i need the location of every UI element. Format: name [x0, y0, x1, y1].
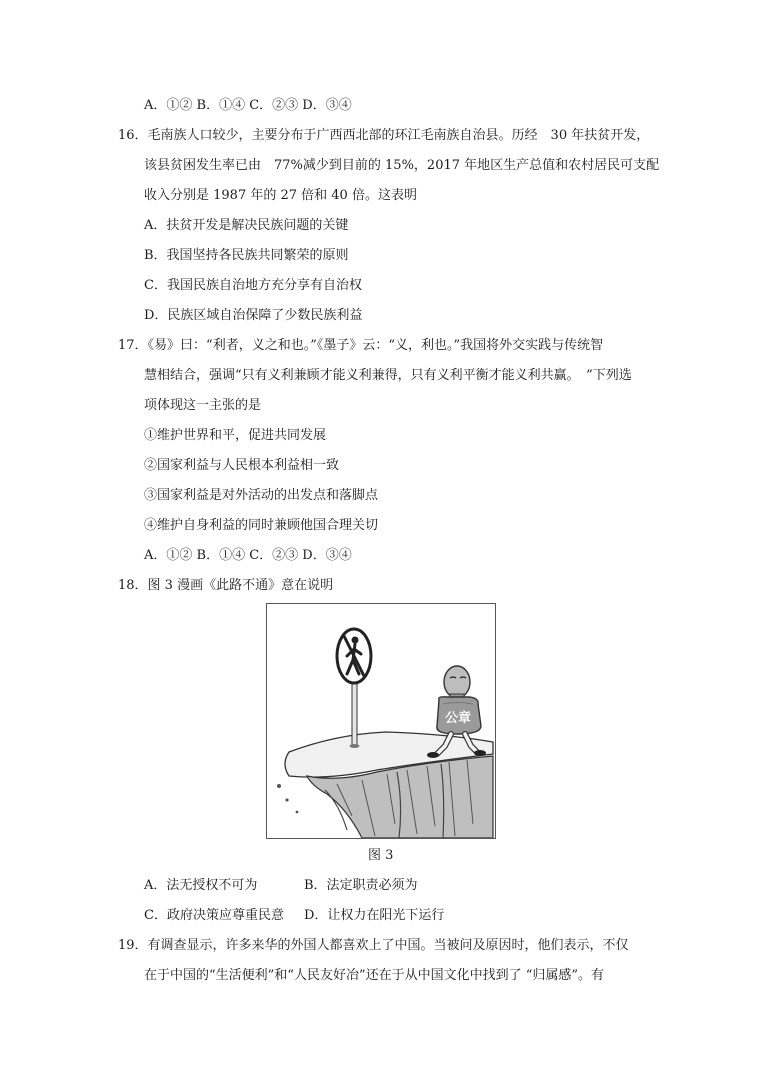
q17-item-4: ④维护自身利益的同时兼顾他国合理关切: [144, 518, 379, 533]
seal-label: 公章: [444, 711, 472, 726]
q18-option-d: D．让权力在阳光下运行: [304, 908, 445, 923]
q18-option-b: B．法定职责必须为: [304, 878, 418, 893]
q16-option-a: A．扶贫开发是解决民族问题的关键: [144, 218, 349, 233]
q17-stem-line-3: 项体现这一主张的是: [144, 398, 262, 413]
q16-stem-line-3: 收入分别是 1987 年的 27 倍和 40 倍。这表明: [144, 188, 417, 203]
q18-stem: 18．图 3 漫画《此路不通》意在说明: [118, 578, 334, 593]
q15-options: A．①② B．①④ C．②③ D．③④: [144, 98, 352, 113]
q17-item-3: ③国家利益是对外活动的出发点和落脚点: [144, 488, 379, 503]
q18-option-a: A．法无授权不可为: [144, 878, 258, 893]
q17-stem-line-1: 17．《易》曰：“利者，义之和也。”《墨子》云：“义，利也。”我国将外交实践与传统智: [118, 338, 604, 353]
q16-option-b: B．我国坚持各民族共同繁荣的原则: [144, 248, 349, 263]
q16-option-d: D．民族区域自治保障了少数民族利益: [144, 308, 363, 323]
q17-stem-line-2: 慧相结合，强调“只有义利兼顾才能义利兼得，只有义利平衡才能义利共赢。 ”下列选: [144, 368, 632, 383]
q17-item-2: ②国家利益与人民根本利益相一致: [144, 458, 340, 473]
cartoon-figure: [266, 603, 496, 839]
q18-option-c: C．政府决策应尊重民意: [144, 908, 284, 923]
figure-caption: 图 3: [368, 848, 394, 863]
q17-options: A．①② B．①④ C．②③ D．③④: [144, 548, 352, 563]
q19-stem-line-2: 在于中国的“生活便利”和“人民友好冶”还在于从中国文化中找到了 “归属感”。有: [144, 968, 605, 983]
q17-item-1: ①维护世界和平，促进共同发展: [144, 428, 327, 443]
q19-stem-line-1: 19．有调查显示，许多来华的外国人都喜欢上了中国。当被问及原因时，他们表示，不仅: [118, 938, 629, 953]
q16-option-c: C．我国民族自治地方充分享有自治权: [144, 278, 362, 293]
q16-stem-line-1: 16．毛南族人口较少，主要分布于广西西北部的环江毛南族自治县。历经 30 年扶贫开发，: [118, 128, 650, 143]
cartoon-illustration: [267, 604, 495, 838]
q16-stem-line-2: 该县贫困发生率已由 77%减少到目前的 15%，2017 年地区生产总值和农村居民可支配: [144, 158, 660, 173]
